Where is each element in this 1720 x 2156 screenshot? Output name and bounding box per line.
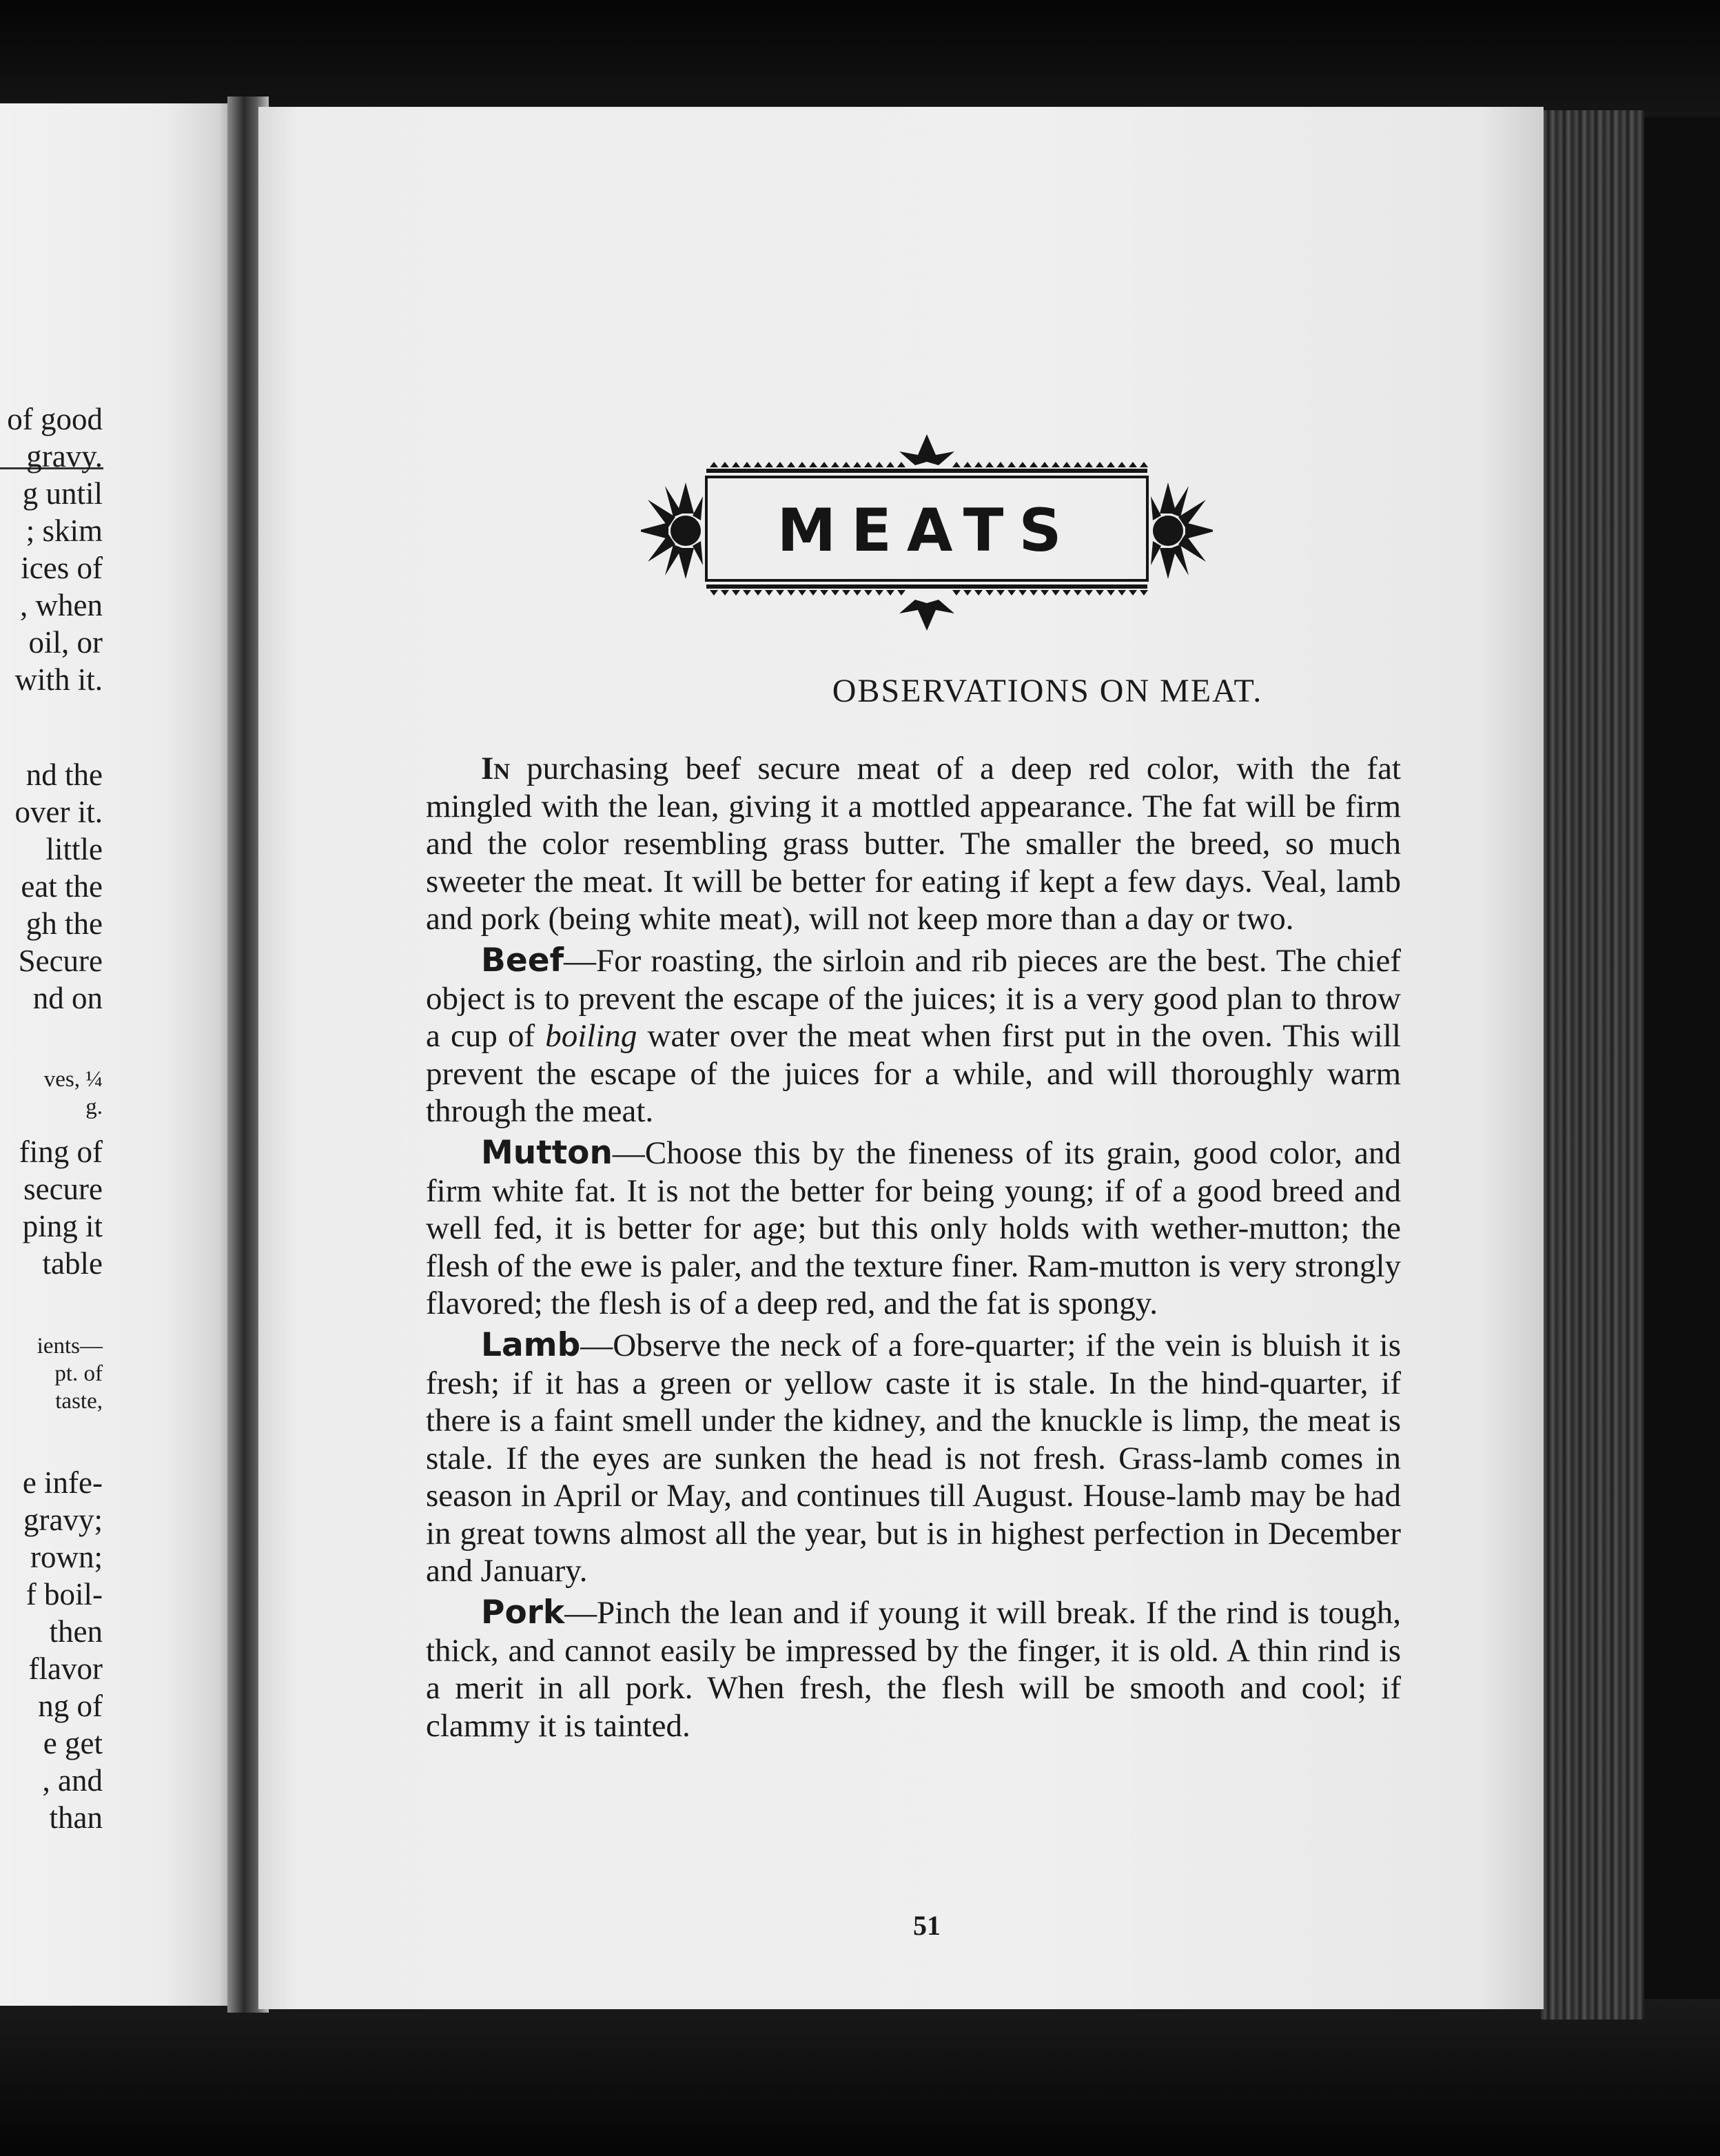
border-dot (1063, 590, 1071, 596)
beef-text: —For roasting, the sirloin and rib pieces are the best. The chief object is to prevent the escape of the juices; it is a very good plan to throw a cup of (426, 942, 1401, 1055)
previous-page-line: ng of (38, 1689, 103, 1723)
mutton-text: —Choose this by the fineness of its grain, good color, and firm white fat. It is not the better for being young; if of a good breed and well fed, it is better for age; but this only holds with wether-mutton; the flesh of the ewe is paler, and the texture finer. Ram-mutton is very strongly flavored; the flesh is of a deep red, and the fat is spongy. (426, 1135, 1401, 1322)
term-pork: Pork (481, 1594, 565, 1632)
emphasis-boiling: boiling (545, 1018, 637, 1055)
previous-page-line: e get (43, 1726, 103, 1760)
previous-page-line: nd the (25, 757, 103, 792)
border-dot (842, 590, 850, 596)
border-dot (897, 590, 905, 596)
previous-page-line: gravy; (23, 1503, 103, 1537)
previous-page-line: rown; (30, 1540, 103, 1574)
border-dot (985, 590, 994, 596)
border-dot (897, 462, 905, 467)
previous-page-line: ; skim (25, 513, 103, 548)
border-dot (743, 462, 751, 467)
previous-page-line: secure (23, 1172, 103, 1206)
intro-paragraph (426, 750, 1401, 938)
border-dot (1085, 462, 1093, 467)
section-subtitle: OBSERVATIONS ON MEAT. (832, 673, 1263, 709)
border-dot (765, 462, 773, 467)
page-edges (1541, 110, 1644, 2020)
border-dot (1030, 462, 1038, 467)
border-dot (1052, 462, 1060, 467)
previous-page-line: Secure (18, 944, 103, 978)
border-dot (1107, 462, 1115, 467)
border-dot (853, 590, 861, 596)
drop-lead: In (481, 751, 511, 786)
border-dot (985, 462, 994, 467)
border-dot (1085, 590, 1093, 596)
previous-page-line: ping it (22, 1209, 103, 1243)
border-dot (1052, 590, 1060, 596)
border-dot (798, 462, 806, 467)
previous-page-line: than (49, 1800, 103, 1835)
previous-page-line: gravy. (26, 439, 103, 474)
border-dot (710, 462, 718, 467)
previous-page-line: oil, or (28, 625, 103, 660)
previous-page-line: with it. (14, 662, 103, 697)
border-dot (996, 590, 1005, 596)
border-dot (1074, 462, 1082, 467)
border-dot (1018, 462, 1027, 467)
border-dot (1118, 590, 1126, 596)
border-dot (864, 590, 872, 596)
border-dot (1096, 462, 1104, 467)
paragraph-beef (426, 942, 1401, 1130)
border-dot (1007, 590, 1016, 596)
border-dot (974, 462, 983, 467)
previous-page-line: eat the (21, 869, 103, 904)
border-dot (1007, 462, 1016, 467)
page-header-title: MEATS (777, 496, 1077, 565)
previous-page-line: pt. of (54, 1361, 103, 1386)
border-dot (732, 462, 740, 467)
border-dot (952, 462, 961, 467)
previous-page-line: g. (85, 1095, 103, 1119)
border-dot (1074, 590, 1082, 596)
left-rosette (641, 482, 703, 579)
previous-page-line: ves, ¼ (43, 1067, 103, 1092)
previous-page-line: gh the (25, 906, 103, 941)
previous-page-line: fing of (19, 1135, 103, 1169)
right-rosette (1151, 482, 1213, 579)
border-dot (1041, 590, 1049, 596)
border-dot (1096, 590, 1104, 596)
border-dot (1129, 590, 1137, 596)
border-dot (798, 590, 806, 596)
border-dot (886, 590, 894, 596)
border-dot (831, 462, 839, 467)
previous-page-line: ices of (21, 551, 103, 585)
border-dot (820, 590, 828, 596)
border-dot (1140, 590, 1148, 596)
border-dot (1063, 462, 1071, 467)
border-dot (721, 590, 729, 596)
previous-page-line: nd on (32, 981, 103, 1015)
border-dot (963, 590, 972, 596)
border-dot (820, 462, 828, 467)
previous-page-line: e infe- (22, 1465, 103, 1500)
previous-page-line: over it. (14, 795, 103, 829)
border-dot (864, 462, 872, 467)
previous-page-line: table (42, 1246, 103, 1281)
border-dot (963, 462, 972, 467)
lamb-text: —Observe the neck of a fore-quarter; if the vein is bluish it is fresh; if it has a green or yellow caste it is stale. In the hind-quarter, if there is a faint smell under the kidney, and the knuckle is limp, the meat is stale. If the eyes are sunken the head is not fresh. Grass-lamb comes in season in April or May, and continues till August. House-lamb may be had in great towns almost all the year, but is in highest perfection in December and January. (426, 1327, 1401, 1589)
border-dot (732, 590, 740, 596)
border-dot (787, 590, 795, 596)
border-dot (1030, 590, 1038, 596)
border-dot (787, 462, 795, 467)
border-dot (765, 590, 773, 596)
border-dot (1107, 590, 1115, 596)
border-dot (721, 462, 729, 467)
body-text (426, 750, 1401, 1749)
paragraph-mutton (426, 1135, 1401, 1323)
border-dot (710, 590, 718, 596)
border-dot (875, 590, 883, 596)
photo-background-bottom (0, 1999, 1720, 2156)
intro-text: purchasing beef secure meat of a deep red color, with the fat mingled with the lean, giving it a mottled appearance. The fat will be firm and the color resembling grass butter. The smaller the breed, so much sweeter the meat. It will be better for eating if kept a few days. Veal, lamb and pork (being white meat), will not keep more than a day or two. (426, 751, 1401, 937)
border-dot (952, 590, 961, 596)
border-dot (743, 590, 751, 596)
previous-page-line: taste, (55, 1389, 103, 1414)
border-dot (996, 462, 1005, 467)
previous-page-line: ients— (37, 1334, 103, 1359)
pork-text: —Pinch the lean and if young it will break. If the rind is tough, thick, and cannot easily be impressed by the finger, it is old. A thin rind is a merit in all pork. When fresh, the flesh will be smooth and cool; if clammy it is tainted. (426, 1595, 1401, 1744)
previous-page (0, 103, 238, 2006)
border-dot (754, 462, 762, 467)
paragraph-lamb (426, 1327, 1401, 1590)
border-dot (809, 590, 817, 596)
border-dot (974, 590, 983, 596)
previous-page-line: f boil- (25, 1577, 103, 1611)
border-dot (886, 462, 894, 467)
border-dot (1118, 462, 1126, 467)
paragraph-pork (426, 1594, 1401, 1745)
previous-page-line: g until (22, 476, 103, 511)
page-number: 51 (913, 1910, 941, 1941)
term-mutton: Mutton (481, 1133, 613, 1172)
border-dot (1140, 462, 1148, 467)
border-dot (1018, 590, 1027, 596)
previous-page-line: , and (42, 1763, 103, 1798)
border-dot (842, 462, 850, 467)
beef-text-end: water over the meat when first put in the oven. This will prevent the escape of the juices for a while, and will thoroughly warm through the meat. (426, 1018, 1401, 1130)
border-dot (875, 462, 883, 467)
border-dot (754, 590, 762, 596)
border-dot (831, 590, 839, 596)
previous-page-line: flavor (28, 1651, 103, 1686)
border-dot (853, 462, 861, 467)
border-dot (1041, 462, 1049, 467)
previous-page-line: of good (7, 402, 103, 436)
border-dot (776, 462, 784, 467)
border-dot (1129, 462, 1137, 467)
border-dot (776, 590, 784, 596)
term-beef: Beef (481, 941, 564, 979)
border-dot (809, 462, 817, 467)
previous-page-line: little (45, 832, 103, 866)
previous-page-line: , when (20, 588, 103, 622)
term-lamb: Lamb (481, 1325, 581, 1364)
previous-page-line: then (49, 1614, 103, 1649)
